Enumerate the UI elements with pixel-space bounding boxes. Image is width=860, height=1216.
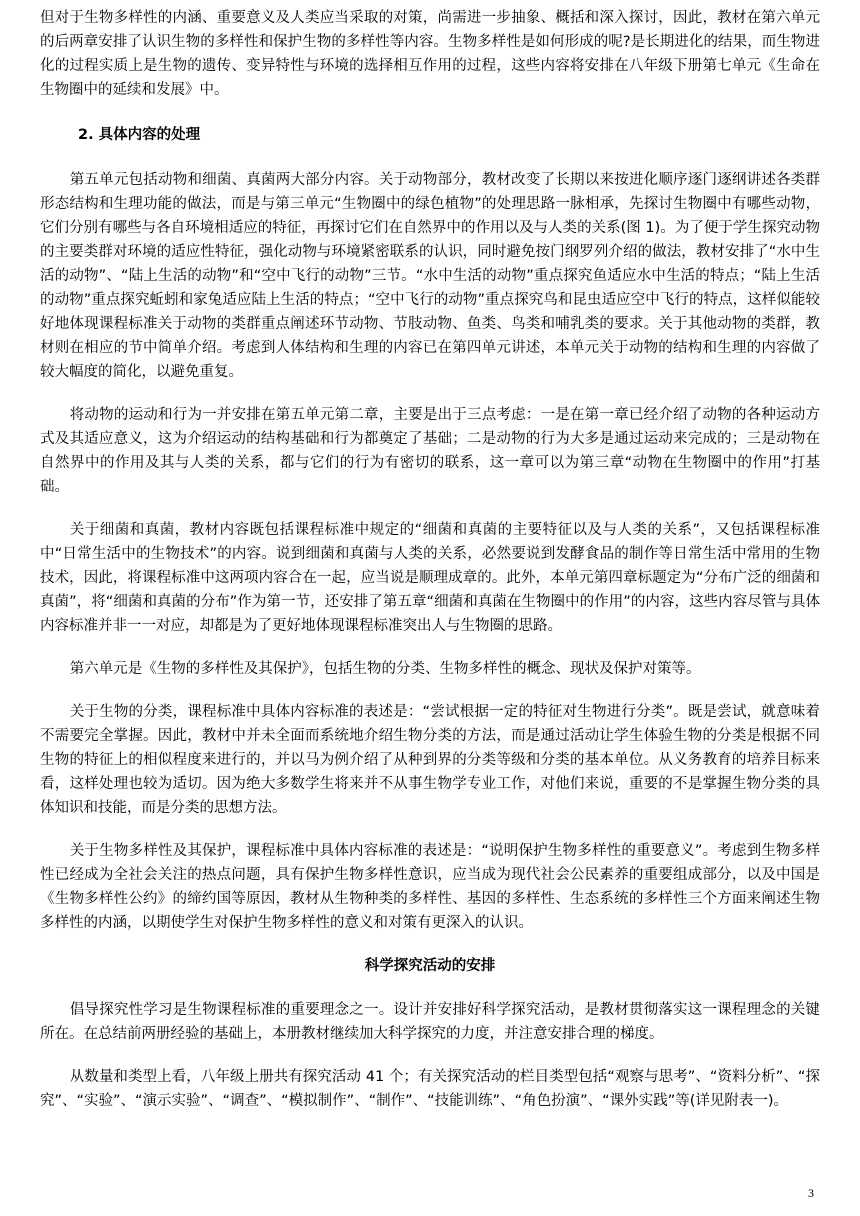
paragraph-unit5-animals: 第五单元包括动物和细菌、真菌两大部分内容。关于动物部分，教材改变了长期以来按进化顺序逐门逐纲讲述各类群形态结构和生理功能的做法，而是与第三单元“生物圈中的绿色植物”的处理思路一脉相承，先探讨生物圈中有哪些动物，它们分别有哪些与各自环境相适应的特征，再探讨它们在自然界中的作用以及与人类的关系(图 1)。为了便于学生探究动物的主要类群对环境的适应性特征，强化动物与环境紧密联系的认识，同时避免按门纲罗列介绍的做法，教材安排了“水中生活的动物”、“陆上生活的动物”和“空中飞行的动物”三节。“水中生活的动物”重点探究鱼适应水中生活的特点；“陆上生活的动物”重点探究蚯蚓和家兔适应陆上生活的特点；“空中飞行的动物”重点探究鸟和昆虫适应空中飞行的特点，这样似能较好地体现课程标准关于动物的类群重点阐述环节动物、节肢动物、鱼类、鸟类和哺乳类的要求。关于其他动物的类群，教材则在相应的节中简单介绍。考虑到人体结构和生理的内容已在第四单元讲述，本单元关于动物的结构和生理的内容做了较大幅度的简化，以避免重复。 — [40, 172, 820, 380]
paragraph-unit6-overview: 第六单元是《生物的多样性及其保护》，包括生物的分类、生物多样性的概念、现状及保护对策等。 — [69, 661, 701, 677]
paragraph-inquiry-count: 从数量和类型上看，八年级上册共有探究活动 41 个；有关探究活动的栏目类型包括“观察与思考”、“资料分析”、“探究”、“实验”、“演示实验”、“调查”、“模拟制作”、“制作”、“技能训练”、“角色扮演”、“课外实践”等(详见附表一)。 — [40, 1069, 820, 1109]
paragraph-classification: 关于生物的分类，课程标准中具体内容标准的表述是：“尝试根据一定的特征对生物进行分类”。既是尝试，就意味着不需要完全掌握。因此，教材中并未全面而系统地介绍生物分类的方法，而是通过活动让学生体验生物的分类是根据不同生物的特征上的相似程度来进行的，并以马为例介绍了从种到界的分类等级和分类的基本单位。从义务教育的培养目标来看，这样处理也较为适切。因为绝大多数学生将来并不从事生物学专业工作，对他们来说，重要的不是掌握生物分类的具体知识和技能，而是分类的思想方法。 — [40, 704, 820, 816]
section-heading-content-handling: 2. 具体内容的处理 — [78, 127, 201, 143]
paragraph-biodiversity-intro: 但对于生物多样性的内涵、重要意义及人类应当采取的对策，尚需进一步抽象、概括和深入探讨，因此，教材在第六单元的后两章安排了认识生物的多样性和保护生物的多样性等内容。生物多样性是如何形成的呢?是长期进化的结果，而生物进化的过程实质上是生物的遗传、变异特性与环境的选择相互作用的过程，这些内容将安排在八年级下册第七单元《生命在生物圈中的延续和发展》中。 — [40, 10, 820, 98]
document-body — [40, 6, 820, 1132]
paragraph-movement-behavior: 将动物的运动和行为一并安排在第五单元第二章，主要是出于三点考虑：一是在第一章已经介绍了动物的各种运动方式及其适应意义，这为介绍运动的结构基础和行为都奠定了基础；二是动物的行为大多是通过运动来完成的；三是动物在自然界中的作用及其与人类的关系，都与它们的行为有密切的联系，这一章可以为第三章“动物在生物圈中的作用”打基础。 — [40, 407, 820, 495]
paragraph-bacteria-fungi: 关于细菌和真菌，教材内容既包括课程标准中规定的“细菌和真菌的主要特征以及与人类的关系”，又包括课程标准中“日常生活中的生物技术”的内容。说到细菌和真菌与人类的关系，必然要说到发酵食品的制作等日常生活中常用的生物技术，因此，将课程标准中这两项内容合在一起，应当说是顺理成章的。此外，本单元第四章标题定为“分布广泛的细菌和真菌”，将“细菌和真菌的分布”作为第一节，还安排了第五章“细菌和真菌在生物圈中的作用”的内容，这些内容尽管与具体内容标准并非一一对应，却都是为了更好地体现课程标准突出人与生物圈的思路。 — [40, 522, 820, 634]
paragraph-biodiversity-protection: 关于生物多样性及其保护，课程标准中具体内容标准的表述是：“说明保护生物多样性的重要意义”。考虑到生物多样性已经成为全社会关注的热点问题，具有保护生物多样性意识，应当成为现代社会公民素养的重要组成部分，以及中国是《生物多样性公约》的缔约国等原因，教材从生物种类的多样性、基因的多样性、生态系统的多样性三个方面来阐述生物多样性的内涵，以期使学生对保护生物多样性的意义和对策有更深入的认识。 — [40, 843, 820, 931]
page-number: 3 — [808, 1186, 814, 1200]
section-heading-inquiry-activities: 科学探究活动的安排 — [364, 958, 496, 974]
paragraph-inquiry-learning: 倡导探究性学习是生物课程标准的重要理念之一。设计并安排好科学探究活动，是教材贯彻落实这一课程理念的关键所在。在总结前两册经验的基础上，本册教材继续加大科学探究的力度，并注意安排合理的梯度。 — [40, 1002, 820, 1042]
